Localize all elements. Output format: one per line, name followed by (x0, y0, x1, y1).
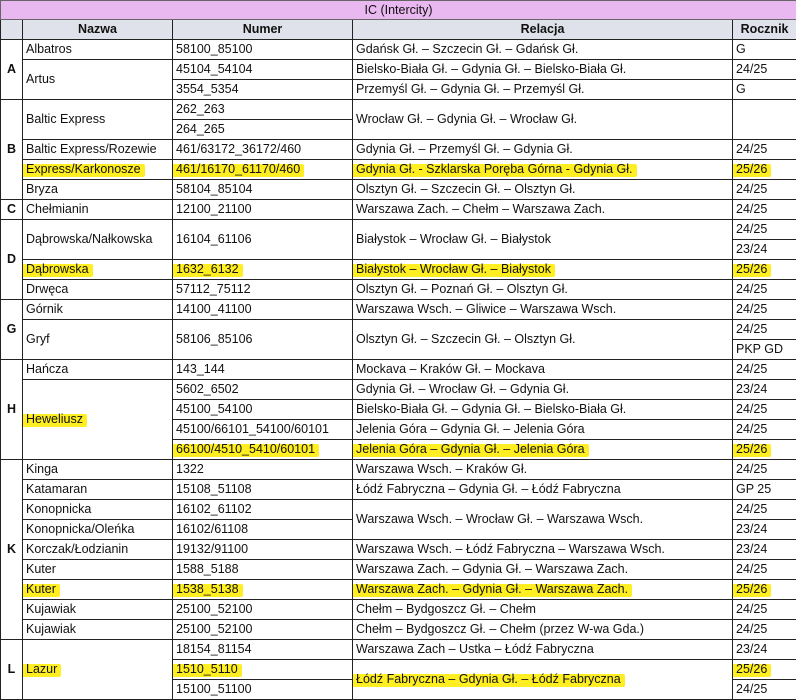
cell-number: 16102/61108 (173, 520, 353, 540)
cell-route: Przemyśl Gł. – Gdynia Gł. – Przemyśl Gł. (353, 80, 733, 100)
highlighted-text: Kuter (26, 580, 56, 599)
cell-year: 23/24 (733, 520, 796, 540)
table-row (1, 140, 796, 160)
group-letter: G (1, 300, 23, 360)
table-row (1, 220, 796, 240)
cell-year: 24/25 (733, 360, 796, 380)
cell-number: 262_263 (173, 100, 353, 120)
header-name: Nazwa (23, 20, 173, 40)
cell-number: 45100_54100 (173, 400, 353, 420)
cell-route: Wrocław Gł. – Gdynia Gł. – Wrocław Gł. (353, 100, 733, 140)
highlighted-text: Jelenia Góra – Gdynia Gł. – Jelenia Góra (356, 440, 585, 459)
table-row (1, 600, 796, 620)
cell-name: Konopnicka (23, 500, 173, 520)
cell-number: 143_144 (173, 360, 353, 380)
cell-name: Konopnicka/Oleńka (23, 520, 173, 540)
cell-year: G (733, 40, 796, 60)
cell-name: Górnik (23, 300, 173, 320)
highlighted-text: Heweliusz (26, 410, 83, 429)
cell-year: 23/24 (733, 540, 796, 560)
cell-year: 24/25 (733, 620, 796, 640)
cell-route: Warszawa Wsch. – Wrocław Gł. – Warszawa Wsch. (353, 500, 733, 540)
cell-route: Mockava – Kraków Gł. – Mockava (353, 360, 733, 380)
cell-name (23, 160, 173, 180)
cell-year: 23/24 (733, 640, 796, 660)
cell-year: GP 25 (733, 480, 796, 500)
header-row (1, 20, 796, 40)
cell-year: 24/25 (733, 420, 796, 440)
highlighted-text: Warszawa Zach. – Gdynia Gł. – Warszawa Zach. (356, 580, 628, 599)
cell-name: Baltic Express (23, 100, 173, 140)
group-letter: B (1, 100, 23, 200)
table-row (1, 480, 796, 500)
cell-route: Warszawa Zach. – Gdynia Gł. – Warszawa Zach. (353, 560, 733, 580)
cell-number: 1588_5188 (173, 560, 353, 580)
table-row (1, 300, 796, 320)
table-row (1, 360, 796, 380)
cell-route: Jelenia Góra – Gdynia Gł. – Jelenia Góra (353, 420, 733, 440)
cell-name: Dąbrowska/Nałkowska (23, 220, 173, 260)
table-row (1, 60, 796, 80)
cell-route: Chełm – Bydgoszcz Gł. – Chełm (353, 600, 733, 620)
cell-number: 45100/66101_54100/60101 (173, 420, 353, 440)
cell-number: 461/63172_36172/460 (173, 140, 353, 160)
table-row (1, 280, 796, 300)
cell-route: Gdynia Gł. – Wrocław Gł. – Gdynia Gł. (353, 380, 733, 400)
cell-route (353, 160, 733, 180)
cell-number: 18154_81154 (173, 640, 353, 660)
highlighted-text: Gdynia Gł. - Szklarska Poręba Górna - Gdynia Gł. (356, 160, 633, 179)
cell-route: Białystok – Wrocław Gł. – Białystok (353, 220, 733, 260)
cell-name: Korczak/Łodzianin (23, 540, 173, 560)
cell-route: Chełm – Bydgoszcz Gł. – Chełm (przez W-wa Gda.) (353, 620, 733, 640)
cell-year: 24/25 (733, 600, 796, 620)
table-row (1, 320, 796, 340)
cell-year: 23/24 (733, 240, 796, 260)
cell-year: G (733, 80, 796, 100)
cell-year: 24/25 (733, 320, 796, 340)
cell-year (733, 260, 796, 280)
highlighted-text: Express/Karkonosze (26, 160, 141, 179)
cell-number: 45104_54104 (173, 60, 353, 80)
cell-year (733, 580, 796, 600)
table-row-highlighted (1, 580, 796, 600)
cell-number: 58104_85104 (173, 180, 353, 200)
highlighted-text: 25/26 (736, 260, 767, 279)
cell-route: Warszawa Zach. – Chełm – Warszawa Zach. (353, 200, 733, 220)
table-row (1, 500, 796, 520)
cell-route: Warszawa Zach – Ustka – Łódź Fabryczna (353, 640, 733, 660)
highlighted-text: 25/26 (736, 440, 767, 459)
group-letter: D (1, 220, 23, 300)
cell-year: 24/25 (733, 680, 796, 700)
cell-name: Albatros (23, 40, 173, 60)
group-letter: H (1, 360, 23, 460)
cell-number (173, 580, 353, 600)
table-row (1, 560, 796, 580)
cell-number: 58106_85106 (173, 320, 353, 360)
highlighted-text: 25/26 (736, 660, 767, 679)
table-row (1, 540, 796, 560)
cell-number (173, 260, 353, 280)
highlighted-text: 1510_5110 (176, 660, 238, 679)
cell-number: 264_265 (173, 120, 353, 140)
header-year: Rocznik (733, 20, 796, 40)
cell-number: 16102_61102 (173, 500, 353, 520)
highlighted-text: 25/26 (736, 160, 767, 179)
cell-route (353, 440, 733, 460)
group-letter: K (1, 460, 23, 640)
cell-number: 5602_6502 (173, 380, 353, 400)
cell-year: 24/25 (733, 560, 796, 580)
group-letter: A (1, 40, 23, 100)
cell-year: 24/25 (733, 140, 796, 160)
cell-route: Łódź Fabryczna – Gdynia Gł. – Łódź Fabryczna (353, 480, 733, 500)
highlighted-text: 66100/4510_5410/60101 (176, 440, 315, 459)
cell-name: Katamaran (23, 480, 173, 500)
cell-year: 24/25 (733, 460, 796, 480)
cell-name: Kinga (23, 460, 173, 480)
cell-year: 24/25 (733, 400, 796, 420)
table-row (1, 620, 796, 640)
cell-year: 24/25 (733, 500, 796, 520)
cell-year: 24/25 (733, 200, 796, 220)
table-row-highlighted (1, 260, 796, 280)
header-route: Relacja (353, 20, 733, 40)
table-title: IC (Intercity) (1, 1, 796, 20)
table-row (1, 100, 796, 120)
cell-route: Gdańsk Gł. – Szczecin Gł. – Gdańsk Gł. (353, 40, 733, 60)
highlighted-text: 461/16170_61170/460 (176, 160, 300, 179)
cell-route: Bielsko-Biała Gł. – Gdynia Gł. – Bielsko-Biała Gł. (353, 60, 733, 80)
group-letter: C (1, 200, 23, 220)
cell-route: Olsztyn Gł. – Szczecin Gł. – Olsztyn Gł. (353, 180, 733, 200)
highlighted-text: Dąbrowska (26, 260, 89, 279)
highlighted-text: 1538_5138 (176, 580, 239, 599)
cell-number: 57112_75112 (173, 280, 353, 300)
cell-name: Kujawiak (23, 620, 173, 640)
cell-number: 58100_85100 (173, 40, 353, 60)
cell-number: 1322 (173, 460, 353, 480)
cell-route: Olsztyn Gł. – Poznań Gł. – Olsztyn Gł. (353, 280, 733, 300)
highlighted-text: Białystok – Wrocław Gł. – Białystok (356, 260, 551, 279)
cell-year: 24/25 (733, 180, 796, 200)
cell-year: 24/25 (733, 300, 796, 320)
cell-year: 24/25 (733, 280, 796, 300)
cell-route: Warszawa Wsch. – Gliwice – Warszawa Wsch. (353, 300, 733, 320)
cell-number: 14100_41100 (173, 300, 353, 320)
cell-route (353, 580, 733, 600)
cell-number: 15100_51100 (173, 680, 353, 700)
cell-name: Chełmianin (23, 200, 173, 220)
highlighted-text: Łódź Fabryczna – Gdynia Gł. – Łódź Fabryczna (356, 670, 621, 689)
cell-route (353, 660, 733, 700)
cell-name: Bryza (23, 180, 173, 200)
cell-year (733, 160, 796, 180)
highlighted-text: 1632_6132 (176, 260, 239, 279)
cell-name (23, 260, 173, 280)
cell-year: 23/24 (733, 380, 796, 400)
cell-year: 24/25 (733, 220, 796, 240)
table-row (1, 200, 796, 220)
table-row (1, 640, 796, 660)
cell-name: Artus (23, 60, 173, 100)
cell-number (173, 660, 353, 680)
header-letter (1, 20, 23, 40)
cell-year: 24/25 (733, 60, 796, 80)
cell-route: Olsztyn Gł. – Szczecin Gł. – Olsztyn Gł. (353, 320, 733, 360)
cell-number: 3554_5354 (173, 80, 353, 100)
highlighted-text: Lazur (26, 660, 57, 679)
cell-name: Drwęca (23, 280, 173, 300)
cell-number: 12100_21100 (173, 200, 353, 220)
cell-year (733, 440, 796, 460)
cell-name (23, 640, 173, 700)
cell-name: Baltic Express/Rozewie (23, 140, 173, 160)
cell-name: Kuter (23, 560, 173, 580)
table-row (1, 460, 796, 480)
cell-name (23, 580, 173, 600)
cell-year: PKP GD (733, 340, 796, 360)
cell-name (23, 380, 173, 460)
table-row (1, 180, 796, 200)
cell-route: Warszawa Wsch. – Łódź Fabryczna – Warszawa Wsch. (353, 540, 733, 560)
cell-number (173, 440, 353, 460)
table-row-highlighted (1, 160, 796, 180)
highlighted-text: 25/26 (736, 580, 767, 599)
cell-year (733, 660, 796, 680)
cell-number: 19132/91100 (173, 540, 353, 560)
cell-number: 25100_52100 (173, 620, 353, 640)
cell-route: Gdynia Gł. – Przemyśl Gł. – Gdynia Gł. (353, 140, 733, 160)
cell-name: Hańcza (23, 360, 173, 380)
cell-route: Bielsko-Biała Gł. – Gdynia Gł. – Bielsko-Biała Gł. (353, 400, 733, 420)
cell-number (173, 160, 353, 180)
cell-number: 16104_61106 (173, 220, 353, 260)
cell-number: 25100_52100 (173, 600, 353, 620)
cell-number: 15108_51108 (173, 480, 353, 500)
group-letter: L (1, 640, 23, 700)
header-number: Numer (173, 20, 353, 40)
cell-route: Warszawa Wsch. – Kraków Gł. (353, 460, 733, 480)
table-row (1, 380, 796, 400)
table-title-row (1, 1, 796, 20)
cell-year (733, 100, 796, 140)
cell-route (353, 260, 733, 280)
table-row (1, 40, 796, 60)
cell-name: Gryf (23, 320, 173, 360)
cell-name: Kujawiak (23, 600, 173, 620)
